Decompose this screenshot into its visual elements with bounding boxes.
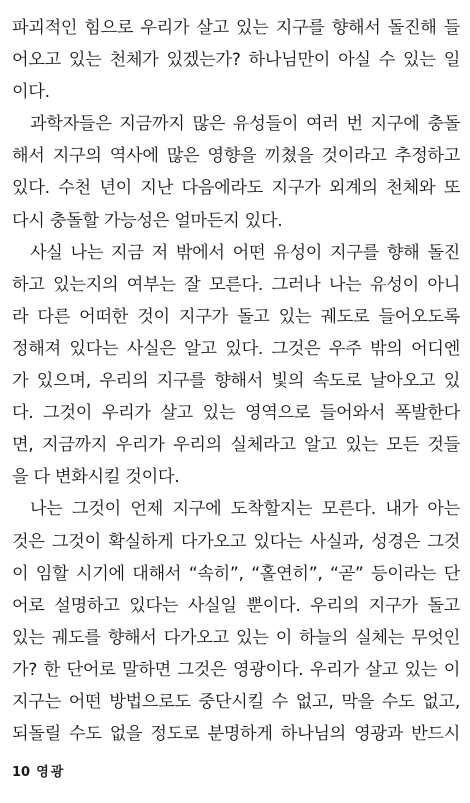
body-text: [12, 12, 460, 750]
text-line: 어로 설명하고 있다는 사실일 뿐이다. 우리의 지구가 돌고: [12, 595, 460, 616]
text-line: 지구는 어떤 방법으로도 중단시킬 수 없고, 막을 수도 없고,: [12, 691, 460, 712]
text-line: 있는 궤도를 향해서 다가오고 있는 이 하늘의 실체는 무엇인: [12, 627, 460, 648]
text-line: 라 다른 어떠한 것이 지구가 돌고 있는 궤도로 들어오도록: [12, 306, 460, 327]
text-line: 나는 그것이 언제 지구에 도착할지는 모른다. 내가 아는: [30, 499, 460, 520]
text-line: 해서 지구의 역사에 많은 영향을 끼쳤을 것이라고 추정하고: [12, 146, 460, 167]
text-line: 과학자들은 지금까지 많은 유성들이 여러 번 지구에 충돌: [30, 114, 460, 135]
text-line: 면, 지금까지 우리가 우리의 실체라고 알고 있는 모든 것들: [12, 435, 460, 456]
text-line: 가? 한 단어로 말하면 그것은 영광이다. 우리가 살고 있는 이: [12, 659, 460, 680]
text-line: 가 있으며, 우리의 지구를 향해서 빛의 속도로 날아오고 있: [12, 371, 460, 392]
text-line: 이 임할 시기에 대해서 “속히”, “홀연히”, “곧” 등이라는 단: [12, 563, 460, 584]
text-line: 이다.: [12, 82, 50, 103]
text-line: 있다. 수천 년이 지난 다음에라도 지구가 외계의 천체와 또: [12, 178, 460, 199]
text-line: 파괴적인 힘으로 우리가 살고 있는 지구를 향해서 돌진해 들: [12, 18, 460, 38]
text-line: 되돌릴 수도 없을 정도로 분명하게 하나님의 영광과 반드시: [12, 724, 460, 745]
text-line: 하고 있는지의 여부는 잘 모른다. 그러나 나는 유성이 아니: [12, 274, 460, 295]
running-title: 영광: [36, 765, 66, 780]
text-line: 을 다 변화시킬 것이다.: [12, 467, 180, 488]
text-line: 사실 나는 지금 저 밖에서 어떤 유성이 지구를 향해 돌진: [30, 242, 460, 263]
page-number: 10: [12, 765, 31, 780]
text-line: 어오고 있는 천체가 있겠는가? 하나님만이 아실 수 있는 일: [12, 50, 460, 71]
text-line: 정해져 있다는 사실은 알고 있다. 그것은 우주 밖의 어디엔: [12, 338, 460, 359]
text-line: 다. 그것이 우리가 살고 있는 영역으로 들어와서 폭발한다: [12, 403, 460, 424]
page-footer: [12, 762, 65, 784]
text-line: 다시 충돌할 가능성은 얼마든지 있다.: [12, 210, 283, 231]
text-line: 것은 그것이 확실하게 다가오고 있다는 사실과, 성경은 그것: [12, 531, 460, 552]
